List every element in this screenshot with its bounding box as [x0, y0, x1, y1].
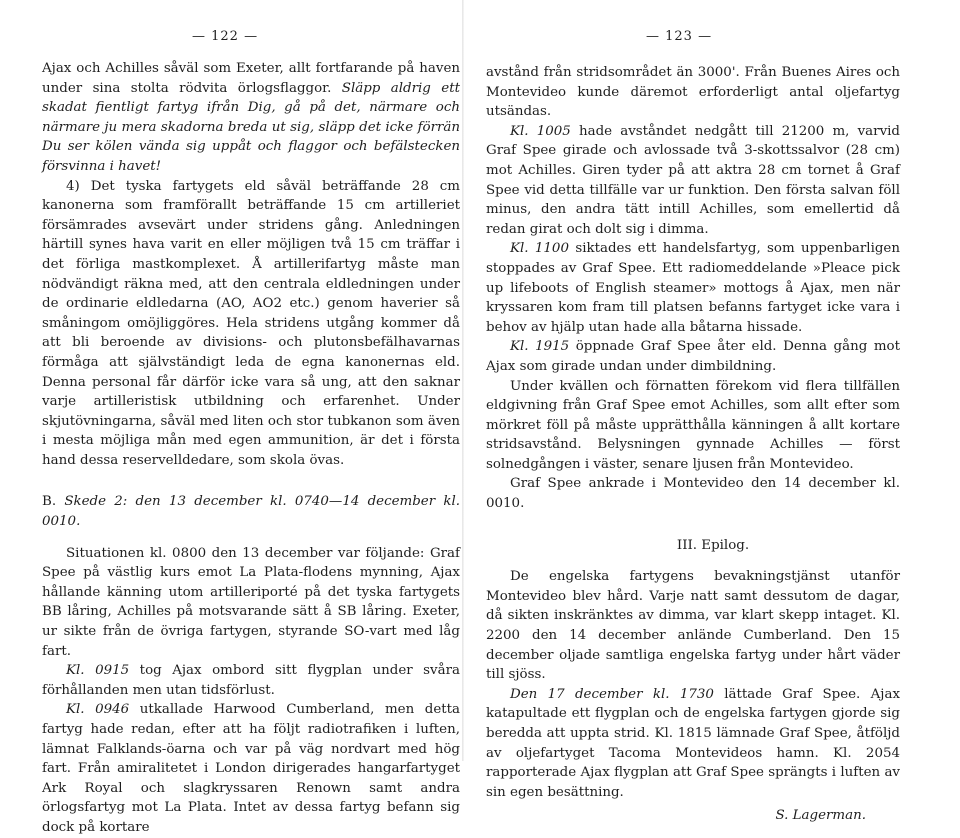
- right-page: [486, 0, 900, 824]
- paragraph: [486, 122, 900, 240]
- paragraph: Graf Spee ankrade i Montevideo den 14 december kl. 0010.: [486, 476, 900, 512]
- author-signature: S. Lagerman.: [775, 808, 866, 824]
- spacer: [486, 555, 900, 567]
- time-label: Kl. 1100: [510, 241, 569, 257]
- time-label: Kl. 1005: [510, 123, 571, 139]
- page-number: — 122 —: [192, 29, 259, 44]
- spacer: [42, 532, 460, 544]
- time-label: Kl. 1915: [510, 339, 570, 355]
- section-title: III. Epilog.: [676, 537, 750, 553]
- paragraph: [486, 239, 900, 337]
- left-page: [42, 0, 461, 835]
- paragraph: [486, 337, 900, 376]
- section-title: Skede 2: den 13 december kl. 0740—14 december kl. 0010.: [42, 494, 461, 530]
- paragraph: [42, 59, 460, 177]
- time-label: Kl. 0946: [66, 702, 130, 718]
- page-body: [486, 63, 900, 826]
- paragraph-text: hade avståndet nedgått till 21200 m, varvid Graf Spee girade och avlossade två 3-skottssalvor (28 cm) mot Achilles. Giren tyder på att aktra 28 cm tornet å Graf Spee vid detta tillfälle var ur funktion. Den första salvan föll minus, den andra tätt intill Achilles, som emellertid då redan girat och dolt sig i dimma.: [486, 123, 900, 237]
- paragraph-text: utkallade Harwood Cumberland, men detta fartyg hade redan, efter att ha följt radiotrafiken i luften, lämnat Falklands-öarna och var på väg nordvart med hög fart. Från amiralitetet i London dirigerades hangarfartyget Ark Royal och slagkryssaren Renown samt andra örlogsfartyg mot La Plata. Intet av dessa fartyg befann sig dock på kortare: [42, 702, 460, 835]
- paragraph: Under kvällen och förnatten förekom vid flera tillfällen eldgivning från Graf Spee emot Achilles, som allt efter som mörkret föll på måste upprätthålla känningen å allt kortare stridsavstånd. Belysningen gynnade Achilles — först solnedgången i väster, senare ljusen från Montevideo.: [486, 378, 900, 472]
- page-body: [42, 59, 460, 838]
- paragraph: 4) Det tyska fartygets eld såväl beträffande 28 cm kanonerna som framförallt beträffande 15 cm artilleriet försämrades avsevärt under stridens gång. Anledningen härtill synes hava varit en eller möjligen två 15 cm träffar i det förliga mastkomplexet. Å artillerifartyg måste man nödvändigt räkna med, att den centrala eldledningen under de ordinarie eldledarna (AO, AO2 etc.) genom haverier så småningom omöjliggöres. Hela stridens utgång kommer då att bli beroende av divisions- och plutonsbefälhavarnas förmåga att självständigt leda de egna kanonernas eld. Denna personal får därför icke vara så ung, att den saknar varje artilleristisk utbildning och erfarenhet. Under skjutövningarna, såväl med liten och stor tubkanon som även i mesta möjliga mån med egen ammunition, är det i första hand dessa reservelldedare, som skola övas.: [42, 178, 460, 468]
- book-gutter: [462, 0, 464, 761]
- paragraph: Situationen kl. 0800 den 13 december var följande: Graf Spee på västlig kurs emot La Plata-flodens mynning, Ajax hållande känning utom artilleriporté på det tyska fartygets BB låring, Achilles på motsvarande sätt å SB låring. Exeter, ur sikte från de övriga fartygen, styrande SO-vart med låg fart.: [42, 545, 460, 659]
- paragraph-text: siktades ett handelsfartyg, som uppenbarligen stoppades av Graf Spee. Ett radiomeddelande »Pleace pick up lifeboots of English steamer» mottogs å Ajax, men när kryssaren kom fram till platsen befanns fartyget icke vara i behov av hjälp utan hade alla båtarna hissade.: [486, 241, 900, 335]
- page-number: — 123 —: [646, 29, 713, 44]
- section-heading: [42, 492, 460, 531]
- paragraph-text: Ajax och Achilles såväl som Exeter, allt fortfarande på haven under sina stolta rödvita örlogsflaggor.: [42, 61, 460, 96]
- emphasis-quote: Släpp aldrig ett skadat fientligt fartyg ifrån Dig, gå på det, närmare och närmare ju mera skadorna breda ut sig, släpp det icke förrän Du ser kölen vända sig uppåt och flaggor och befälstecken försvinna i havet!: [42, 80, 460, 174]
- paragraph-text: öppnade Graf Spee åter eld. Denna gång mot Ajax som girade undan under dimbildning.: [486, 339, 900, 374]
- paragraph-text: tog Ajax ombord sitt flygplan under svåra förhållanden men utan tidsförlust.: [42, 663, 460, 698]
- section-prefix: B.: [42, 494, 65, 510]
- spacer: [42, 470, 460, 492]
- spacer: [486, 514, 900, 536]
- time-label: Kl. 0915: [66, 663, 130, 679]
- paragraph: avstånd från stridsområdet än 3000'. Från Buenes Aires och Montevideo kunde däremot erforderligt antal oljefartyg utsändas.: [486, 65, 900, 120]
- date-label: Den 17 december kl. 1730: [510, 686, 714, 702]
- paragraph: [486, 685, 900, 803]
- paragraph: De engelska fartygens bevakningstjänst utanför Montevideo blev hård. Varje natt samt dessutom de dagar, då sikten inskränktes av dimma, var klart skepp intaget. Kl. 2200 den 14 december anlände Cumberland. Den 15 december oljade samtliga engelska fartyg under hårt väder till sjöss.: [486, 569, 900, 683]
- paragraph: [42, 661, 460, 700]
- paragraph-text: lättade Graf Spee. Ajax katapultade ett flygplan och de engelska fartygen gjorde sig beredda att uppta strid. Kl. 1815 lämnade Graf Spee, åtföljd av oljefartyget Tacoma Montevideos hamn. Kl. 2054 rapporterade Ajax flygplan att Graf Spee sprängts i luften av sin egen besättning.: [486, 686, 900, 800]
- paragraph: [42, 700, 460, 837]
